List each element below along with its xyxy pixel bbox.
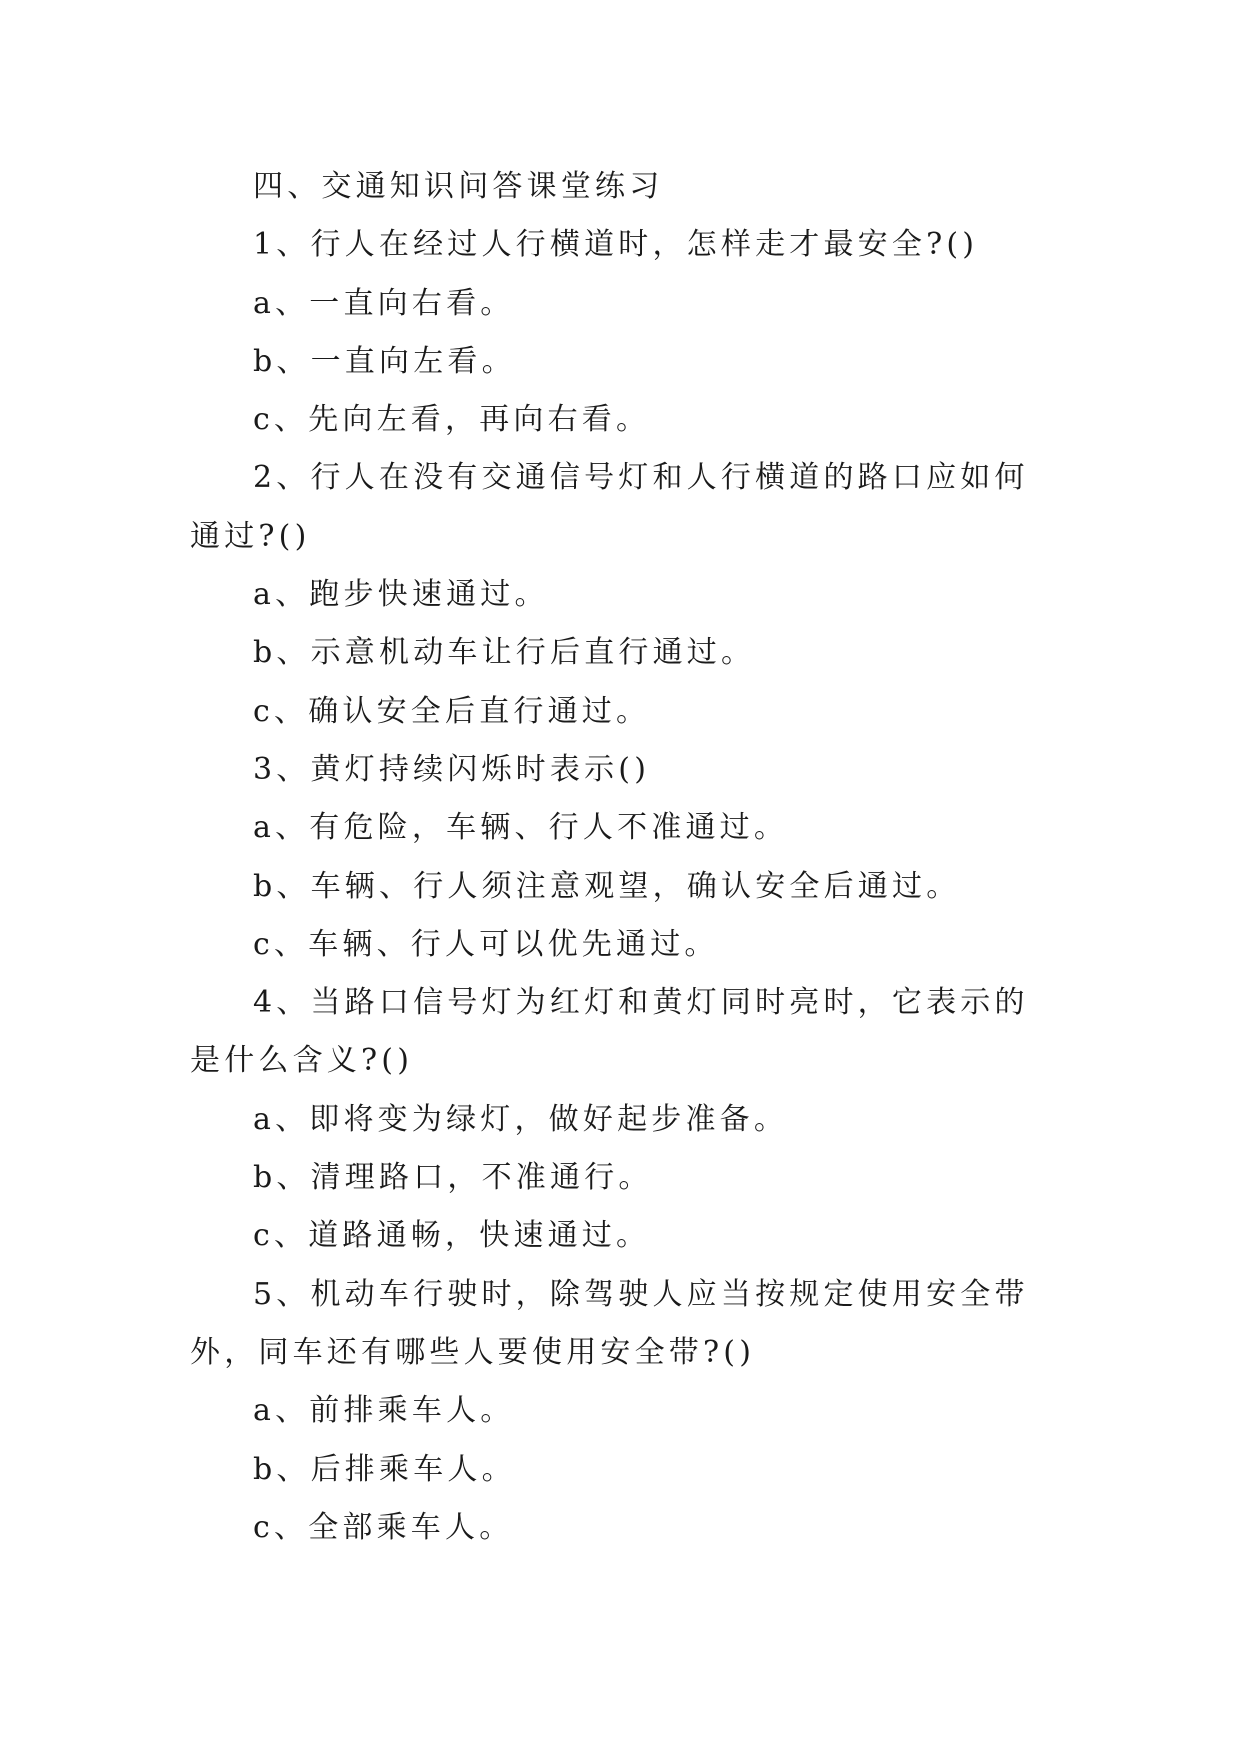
question-2-option-a: a、跑步快速通过。 bbox=[253, 577, 549, 613]
question-2: 2、行人在没有交通信号灯和人行横道的路口应如何通过?() bbox=[190, 460, 1029, 554]
question-5: 5、机动车行驶时，除驾驶人应当按规定使用安全带外，同车还有哪些人要使用安全带?() bbox=[190, 1276, 1029, 1370]
question-2-option-c: c、确认安全后直行通过。 bbox=[253, 693, 651, 729]
question-2-option-b: b、示意机动车让行后直行通过。 bbox=[253, 635, 756, 671]
question-1-option-a: a、一直向右看。 bbox=[253, 285, 515, 321]
question-4: 4、当路口信号灯为红灯和黄灯同时亮时，它表示的是什么含义?() bbox=[190, 985, 1029, 1079]
question-1: 1、行人在经过人行横道时，怎样走才最安全?() bbox=[253, 227, 979, 263]
question-5-option-c: c、全部乘车人。 bbox=[253, 1509, 514, 1545]
question-4-option-b: b、清理路口，不准通行。 bbox=[253, 1160, 653, 1196]
document-body bbox=[190, 158, 1060, 1557]
question-3-option-a: a、有危险，车辆、行人不准通过。 bbox=[253, 810, 789, 846]
question-1-option-b: b、一直向左看。 bbox=[253, 343, 516, 379]
question-5-option-b: b、后排乘车人。 bbox=[253, 1451, 516, 1487]
question-1-option-c: c、先向左看，再向右看。 bbox=[253, 402, 651, 438]
question-4-option-c: c、道路通畅，快速通过。 bbox=[253, 1218, 651, 1254]
section-heading: 四、交通知识问答课堂练习 bbox=[253, 169, 664, 204]
question-5-option-a: a、前排乘车人。 bbox=[253, 1393, 515, 1429]
question-3-option-c: c、车辆、行人可以优先通过。 bbox=[253, 926, 719, 962]
question-4-option-a: a、即将变为绿灯，做好起步准备。 bbox=[253, 1101, 789, 1137]
question-3-option-b: b、车辆、行人须注意观望，确认安全后通过。 bbox=[253, 868, 961, 904]
question-3: 3、黄灯持续闪烁时表示() bbox=[253, 751, 651, 787]
